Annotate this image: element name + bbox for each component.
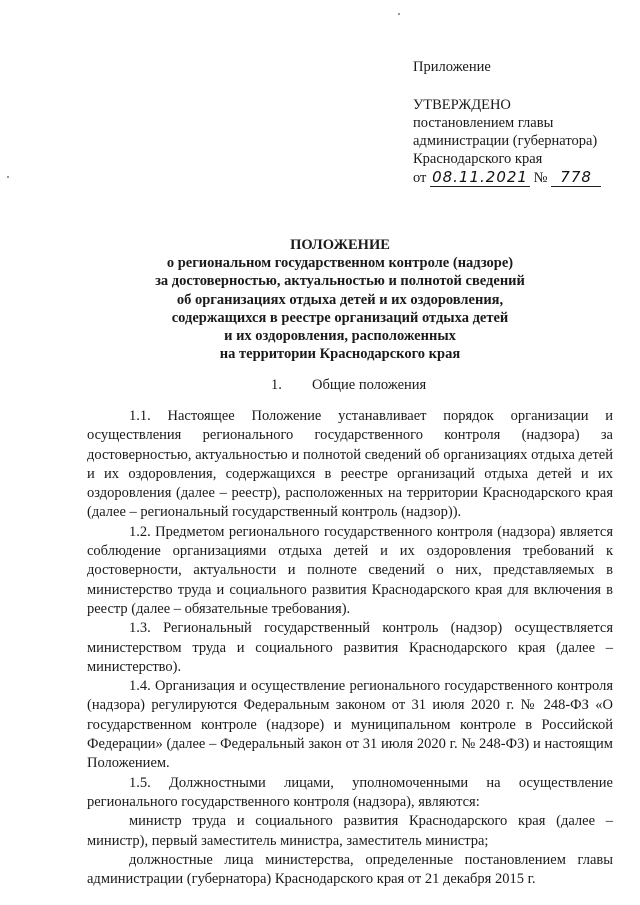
handwritten-number: 778 — [551, 168, 601, 187]
approval-block — [413, 58, 633, 187]
from-label: от — [413, 170, 427, 186]
approval-line: Краснодарского края — [413, 151, 543, 167]
title-line: содержащихся в реестре организаций отдыха детей — [171, 309, 509, 326]
title-line: об организациях отдыха детей и их оздоровления, — [176, 291, 504, 308]
number-label: № — [533, 170, 548, 186]
paragraph: 1.3. Региональный государственный контроль (надзор) осуществляется министерством труда и социального развития Краснодарского края (далее – министерство). — [87, 620, 613, 675]
handwritten-date: 08.11.2021 — [430, 168, 530, 187]
approval-line: администрации (губернатора) — [413, 133, 598, 149]
paragraph: 1.1. Настоящее Положение устанавливает порядок организации и осуществления регионального государственного контроля (надзора) за достоверностью, актуальностью и полнотой сведений об организациях отдыха детей и их оздоровления, содержащихся в реестре организаций отдыха детей и их оздоровления (далее – реестр), расположенных на территории Краснодарского края (далее – региональный государственный контроль (надзор)). — [87, 408, 613, 521]
appendix-label: Приложение — [413, 59, 491, 75]
approval-line: постановлением главы — [413, 115, 554, 131]
paragraph: должностные лица министерства, определенные постановлением главы администрации (губернатора) Краснодарского края от 21 декабря 2015 г. — [87, 851, 613, 888]
title-line: на территории Краснодарского края — [219, 346, 461, 363]
paragraph: министр труда и социального развития Краснодарского края (далее – министр), первый заместитель министра, заместитель министра; — [87, 813, 613, 849]
paragraph: 1.4. Организация и осуществление регионального государственного контроля (надзора) регулируются Федеральным законом от 31 июля 2020 г. № 248-ФЗ «О государственном контроле (надзоре) и муниципальном контроле в Российской Федерации» (далее – Федеральный закон от 31 июля 2020 г. № 248-ФЗ) и настоящим Положением. — [87, 678, 613, 772]
title-line: за достоверностью, актуальностью и полнотой сведений — [155, 273, 525, 290]
title-line: о региональном государственном контроле (надзоре) — [166, 255, 514, 272]
approved-label: УТВЕРЖДЕНО — [413, 97, 511, 113]
approval-date-row — [413, 168, 633, 187]
scan-speck — [7, 176, 9, 178]
section-number: 1. — [271, 377, 282, 393]
scan-speck — [398, 13, 400, 15]
section-title: Общие положения — [312, 377, 427, 393]
title-line: и их оздоровления, расположенных — [224, 328, 456, 345]
title-heading: ПОЛОЖЕНИЕ — [290, 237, 390, 253]
paragraph: 1.2. Предметом регионального государственного контроля (надзора) является соблюдение организациями отдыха детей и их оздоровления требований к достоверности, актуальности и полноте сведений о них, представляемых в министерство труда и социального развития Краснодарского края для включения в реестр (далее – обязательные требования). — [87, 523, 613, 617]
paragraph: 1.5. Должностными лицами, уполномоченными на осуществление регионального государственного контроля (надзора), являются: — [87, 774, 613, 810]
document-body — [87, 407, 613, 889]
document-title — [60, 236, 620, 363]
